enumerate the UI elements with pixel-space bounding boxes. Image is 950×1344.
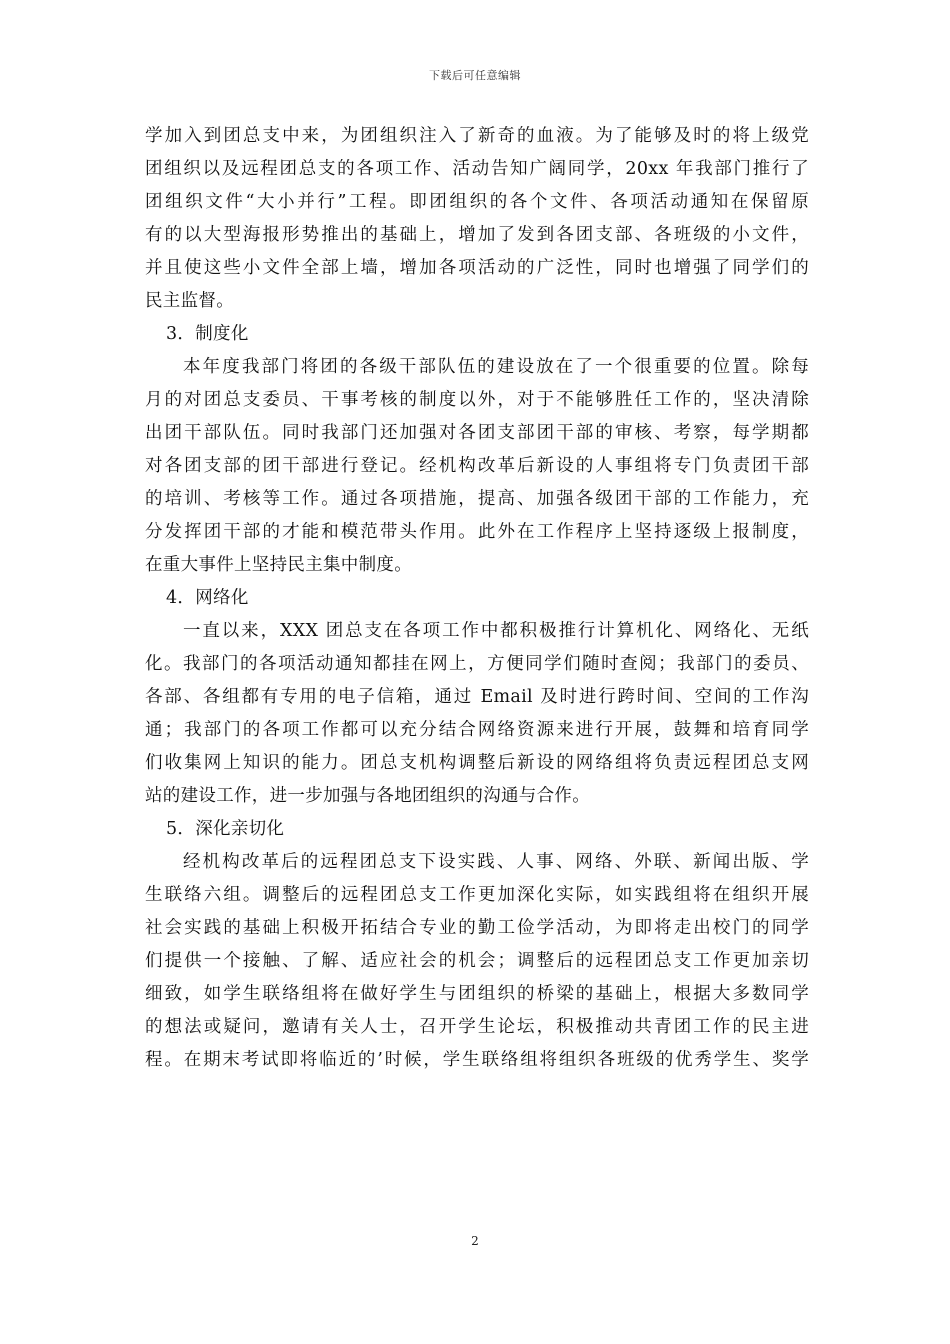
body-line: 团组织文件“大小并行”工程。即团组织的各个文件、各项活动通知在保留原: [145, 192, 809, 212]
section-heading: 3．制度化: [166, 324, 249, 344]
body-line: 程。在期末考试即将临近的’时候，学生联络组将组织各班级的优秀学生、奖学: [145, 1050, 809, 1070]
body-line: 分发挥团干部的才能和模范带头作用。此外在工作程序上坚持逐级上报制度，: [145, 522, 809, 542]
body-line: 社会实践的基础上积极开拓结合专业的勤工俭学活动，为即将走出校门的同学: [145, 918, 809, 938]
body-line: 团组织以及远程团总支的各项工作、活动告知广阔同学，20xx 年我部门推行了: [145, 159, 809, 179]
body-line: 有的以大型海报形势推出的基础上，增加了发到各团支部、各班级的小文件，: [145, 225, 809, 245]
body-line: 民主监督。: [145, 291, 234, 311]
body-line: 学加入到团总支中来，为团组织注入了新奇的血液。为了能够及时的将上级党: [145, 126, 809, 146]
body-line: 出团干部队伍。同时我部门还加强对各团支部团干部的审核、考察，每学期都: [145, 423, 809, 443]
page-header: 下载后可任意编辑: [429, 69, 521, 82]
body-line: 经机构改革后的远程团总支下设实践、人事、网络、外联、新闻出版、学: [183, 852, 809, 872]
page-number: 2: [471, 1234, 479, 1248]
body-line: 们收集网上知识的能力。团总支机构调整后新设的网络组将负责远程团总支网: [145, 753, 809, 773]
body-line: 化。我部门的各项活动通知都挂在网上，方便同学们随时查阅；我部门的委员、: [145, 654, 809, 674]
body-line: 对各团支部的团干部进行登记。经机构改革后新设的人事组将专门负责团干部: [145, 456, 809, 476]
body-line: 在重大事件上坚持民主集中制度。: [145, 555, 412, 575]
section-heading: 5．深化亲切化: [166, 819, 285, 839]
body-line: 本年度我部门将团的各级干部队伍的建设放在了一个很重要的位置。除每: [183, 357, 809, 377]
body-line: 通；我部门的各项工作都可以充分结合网络资源来进行开展，鼓舞和培育同学: [145, 720, 809, 740]
body-line: 月的对团总支委员、干事考核的制度以外，对于不能够胜任工作的，坚决清除: [145, 390, 809, 410]
body-line: 并且使这些小文件全部上墙，增加各项活动的广泛性，同时也增强了同学们的: [145, 258, 809, 278]
body-line: 站的建设工作，进一步加强与各地团组织的沟通与合作。: [145, 786, 590, 806]
section-heading: 4．网络化: [166, 588, 249, 608]
body-line: 细致，如学生联络组将在做好学生与团组织的桥梁的基础上，根据大多数同学: [145, 984, 809, 1004]
body-line: 生联络六组。调整后的远程团总支工作更加深化实际，如实践组将在组织开展: [145, 885, 809, 905]
body-line: 们提供一个接触、了解、适应社会的机会；调整后的远程团总支工作更加亲切: [145, 951, 809, 971]
body-line: 一直以来，XXX 团总支在各项工作中都积极推行计算机化、网络化、无纸: [183, 621, 809, 641]
document-body: [145, 120, 809, 1077]
body-line: 各部、各组都有专用的电子信箱，通过 Email 及时进行跨时间、空间的工作沟: [145, 687, 809, 707]
body-line: 的想法或疑问，邀请有关人士，召开学生论坛，积极推动共青团工作的民主进: [145, 1017, 809, 1037]
body-line: 的培训、考核等工作。通过各项措施，提高、加强各级团干部的工作能力，充: [145, 489, 809, 509]
